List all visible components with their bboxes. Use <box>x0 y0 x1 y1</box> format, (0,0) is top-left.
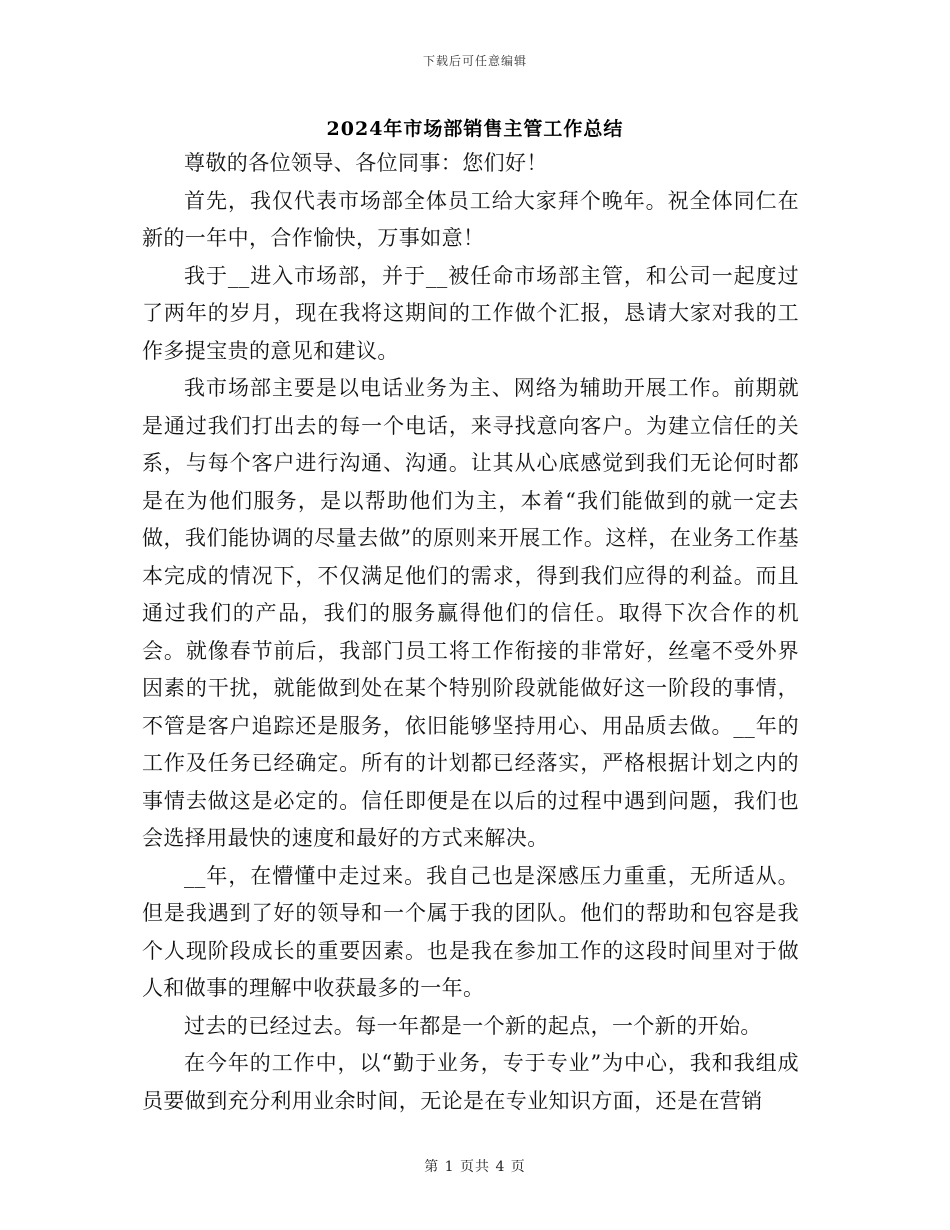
document-title: 2024年市场部销售主管工作总结 <box>326 118 624 140</box>
paragraph-personal-growth: __年，在懵懂中走过来。我自己也是深感压力重重，无所适从。但是我遇到了好的领导和一个属于我的团队。他们的帮助和包容是我个人现阶段成长的重要因素。也是我在参加工作的这段时间里对于做人和做事的理解中收获最多的一年。 <box>142 863 799 1000</box>
paragraph-greeting: 尊敬的各位领导、各位同事：您们好！ <box>184 151 548 175</box>
download-edit-note: 下载后可任意编辑 <box>422 54 527 68</box>
paragraph-new-year-wishes: 首先，我仅代表市场部全体员工给大家拜个晚年。祝全体同仁在新的一年中，合作愉快，万事如意！ <box>142 188 799 250</box>
paragraph-work-overview: 我市场部主要是以电话业务为主、网络为辅助开展工作。前期就是通过我们打出去的每一个电话，来寻找意向客户。为建立信任的关系，与每个客户进行沟通、沟通。让其从心底感觉到我们无论何时都是在为他们服务，是以帮助他们为主，本着“我们能做到的就一定去做，我们能协调的尽量去做”的原则来开展工作。这样，在业务工作基本完成的情况下，不仅满足他们的需求，得到我们应得的利益。而且通过我们的产品，我们的服务赢得他们的信任。取得下次合作的机会。就像春节前后，我部门员工将工作衔接的非常好，丝毫不受外界因素的干扰，就能做到处在某个特别阶段就能做好这一阶段的事情，不管是客户追踪还是服务，依旧能够坚持用心、用品质去做。__年的工作及任务已经确定。所有的计划都已经落实，严格根据计划之内的事情去做这是必定的。信任即便是在以后的过程中遇到问题，我们也会选择用最快的速度和最好的方式来解决。 <box>142 376 799 850</box>
page-number: 第 1 页共 4 页 <box>424 1159 526 1175</box>
document-body <box>142 145 799 1120</box>
paragraph-new-start: 过去的已经过去。每一年都是一个新的起点，一个新的开始。 <box>184 1013 762 1038</box>
paragraph-introduction: 我于__进入市场部，并于__被任命市场部主管，和公司一起度过了两年的岁月，现在我将这期间的工作做个汇报，恳请大家对我的工作多提宝贵的意见和建议。 <box>142 263 799 363</box>
paragraph-this-year-plan: 在今年的工作中，以“勤于业务，专于专业”为中心，我和我组成员要做到充分利用业余时间，无论是在专业知识方面，还是在营销 <box>142 1051 799 1113</box>
